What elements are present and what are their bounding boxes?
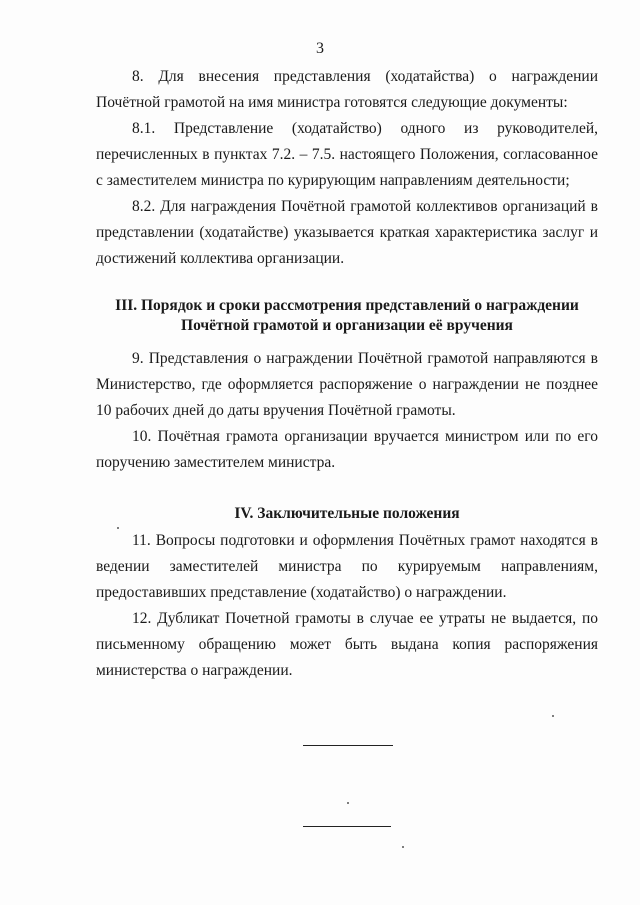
scan-speck: [552, 715, 554, 717]
section-4-heading: IV. Заключительные положения: [234, 505, 460, 522]
paragraph-12: 12. Дубликат Почетной грамоты в случае ее утраты не выдается, по письменному обращению может быть выдана копия распоряжения министерства о награждении.: [96, 610, 598, 679]
page-number: 3: [316, 40, 324, 57]
section-3-heading-line-1: III. Порядок и сроки рассмотрения представлений о награждении: [115, 297, 579, 314]
paragraph-9: 9. Представления о награждении Почётной грамотой направляются в Министерство, где оформляется распоряжение о награждении не позднее 10 рабочих дней до даты вручения Почётной грамоты.: [96, 350, 598, 419]
scan-speck: [117, 527, 119, 529]
scan-speck: [347, 802, 349, 804]
section-3-heading-line-2: Почётной грамотой и организации её вручения: [181, 317, 513, 334]
paragraph-10: 10. Почётная грамота организации вручается министром или по его поручению заместителем министра.: [96, 428, 598, 471]
scan-speck: [402, 846, 404, 848]
separator-line-2: [303, 826, 391, 827]
paragraph-8-2: 8.2. Для награждения Почётной грамотой коллективов организаций в представлении (ходатайстве) указывается краткая характеристика заслуг и достижений коллектива организации.: [96, 198, 598, 267]
paragraph-8-1: 8.1. Представление (ходатайство) одного из руководителей, перечисленных в пунктах 7.2. – 7.5. настоящего Положения, согласованное с заместителем министра по курирующим направлениям деятельности;: [96, 120, 598, 189]
section-3-heading: [96, 296, 598, 336]
separator-line-1: [303, 745, 393, 746]
paragraph-8: 8. Для внесения представления (ходатайства) о награждении Почётной грамотой на имя министра готовятся следующие документы:: [96, 68, 598, 111]
paragraph-11: 11. Вопросы подготовки и оформления Почётных грамот находятся в ведении заместителей министра по курируемым направлениям, предоставивших представление (ходатайство) о награждении.: [96, 532, 598, 601]
